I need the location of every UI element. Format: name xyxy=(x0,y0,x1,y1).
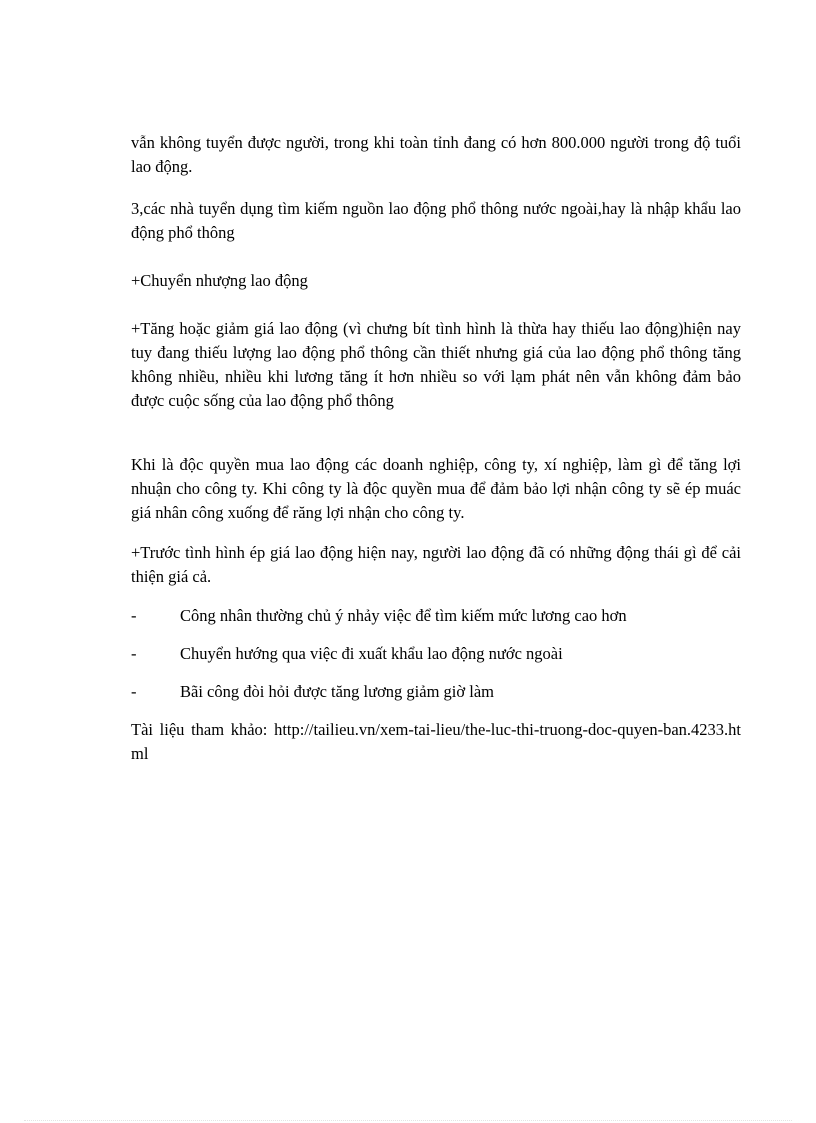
bullet-marker: - xyxy=(131,606,137,625)
bullet-marker: - xyxy=(131,644,137,663)
bullet-text: Chuyển hướng qua việc đi xuất khẩu lao động nước ngoài xyxy=(180,644,563,663)
bullet-text: Bãi công đòi hỏi được tăng lương giảm giờ làm xyxy=(180,682,494,701)
reference-paragraph xyxy=(131,718,741,766)
bullet-item-3 xyxy=(131,680,741,704)
paragraph-3: +Chuyển nhượng lao động xyxy=(131,271,308,290)
bullet-item-1 xyxy=(131,604,741,628)
paragraph-2: 3,các nhà tuyển dụng tìm kiếm nguồn lao động phổ thông nước ngoài,hay là nhập khẩu lao động phổ thông xyxy=(131,199,741,242)
reference-label: Tài liệu tham khảo: xyxy=(131,720,268,739)
paragraph-1: vẫn không tuyển được người, trong khi toàn tỉnh đang có hơn 800.000 người trong độ tuổi lao động. xyxy=(131,133,741,176)
bullet-marker: - xyxy=(131,682,137,701)
reference-link[interactable]: http://tailieu.vn/xem-tai-lieu/the-luc-thi-truong-doc-quyen-ban.4233.html xyxy=(131,720,741,763)
document-body xyxy=(131,131,741,766)
paragraph-4: +Tăng hoặc giảm giá lao động (vì chưng bít tình hình là thừa hay thiếu lao động)hiện nay tuy đang thiếu lượng lao động phổ thông cần thiết nhưng giá của lao động phổ thông tăng không nhiều, nhiều khi lương tăng ít hơn nhiều so với lạm phát nên vẫn không đảm bảo được cuộc sống của lao động phổ thông xyxy=(131,319,741,410)
paragraph-5: Khi là độc quyền mua lao động các doanh nghiệp, công ty, xí nghiệp, làm gì để tăng lợi nhuận cho công ty. Khi công ty là độc quyền mua để đảm bảo lợi nhận công ty sẽ ép muác giá nhân công xuống để răng lợi nhận cho công ty. xyxy=(131,455,741,522)
bullet-item-2 xyxy=(131,642,741,666)
bullet-text: Công nhân thường chủ ý nhảy việc để tìm kiếm mức lương cao hơn xyxy=(180,606,627,625)
paragraph-6: +Trước tình hình ép giá lao động hiện nay, người lao động đã có những động thái gì để cải thiện giá cả. xyxy=(131,543,741,586)
page-bottom-divider xyxy=(24,1120,792,1121)
